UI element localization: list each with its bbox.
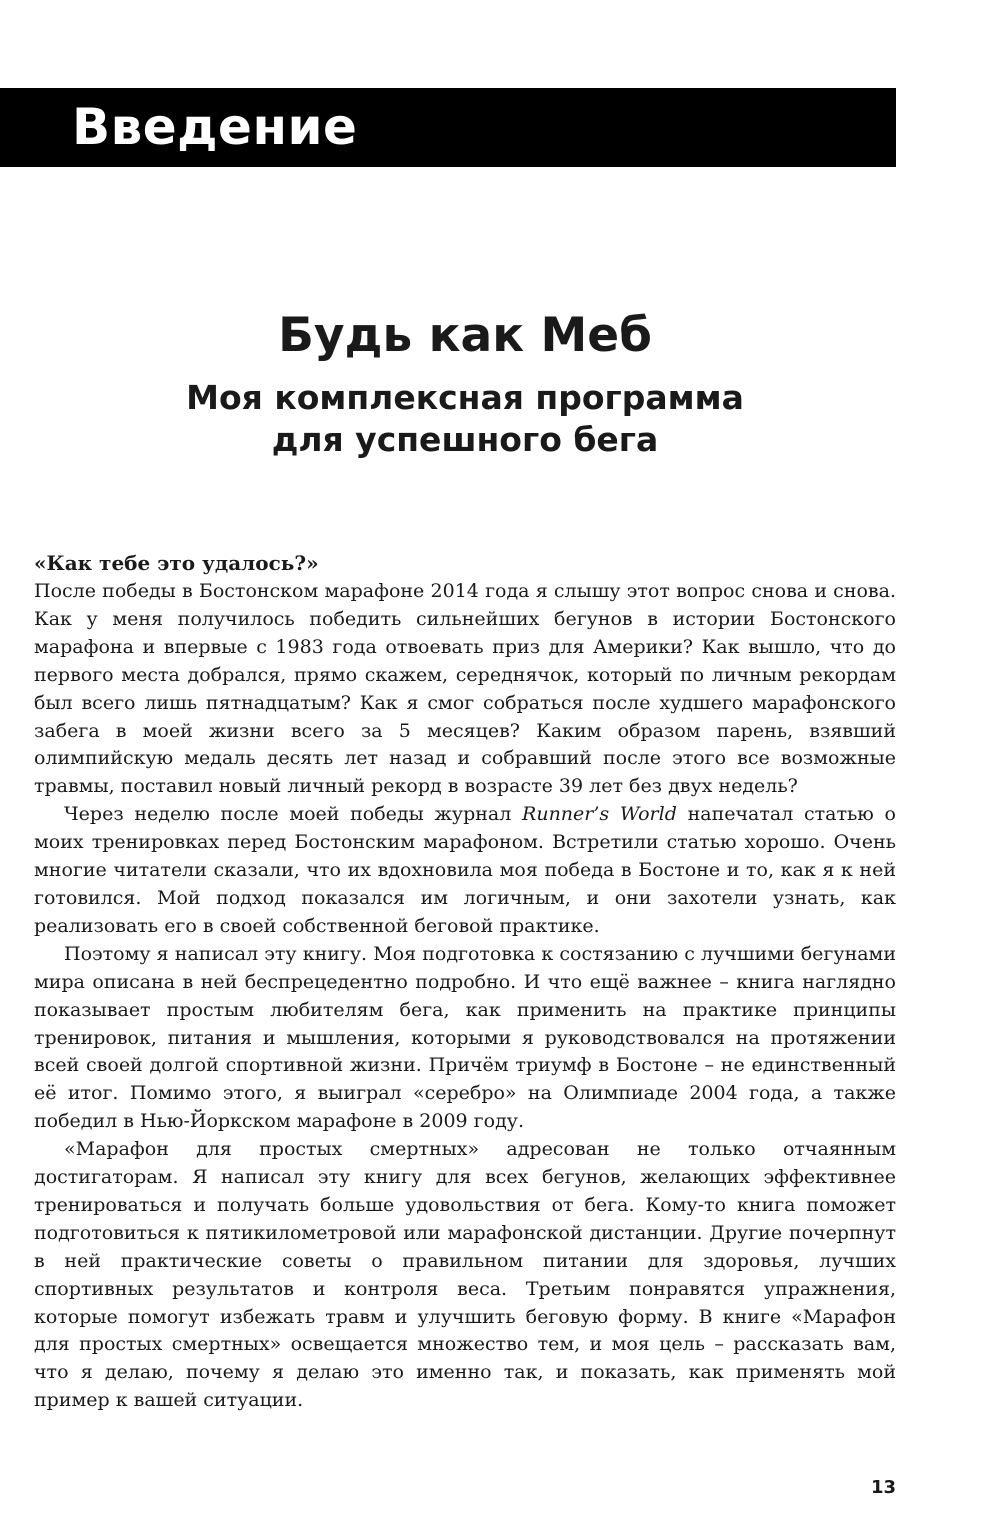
book-title: Будь как Меб (278, 308, 652, 363)
paragraph-3: Поэтому я написал эту книгу. Моя подготовка к состязанию с лучшими бегунами мира описана в ней беспрецедентно подробно. И что ещё важнее – книга наглядно показывает простым любителям бега, как применить на практике принципы тренировок, питания и мышления, которыми я руководствовался на протяжении всей своей долгой спортивной жизни. Причём триумф в Бостоне – не единственный её итог. Помимо этого, я выиграл «серебро» на Олимпиаде 2004 года, а также победил в Нью-Йоркском марафоне в 2009 году. (34, 942, 896, 1133)
magazine-title: Runner’s World (522, 803, 677, 826)
subtitle-line-1: Моя комплексная программа (186, 378, 744, 417)
paragraph-2-end: напечатал статью о моих тренировках перед Бостонским марафоном. Встретили статью хорошо. Очень многие читатели сказали, что их вдохновила моя победа в Бостоне и то, как я к ней готовился. Мой подход показался им логичным, и они захотели узнать, как реализовать его в своей собственной беговой практике. (34, 803, 896, 937)
book-subtitle (0, 377, 930, 461)
paragraph-1: После победы в Бостонском марафоне 2014 года я слышу этот вопрос снова и снова. Как у меня получилось победить сильнейших бегунов в истории Бостонского марафона и впервые с 1983 года отвоевать приз для Америки? Как вышло, что до первого места добрался, прямо скажем, середнячок, который по личным рекордам был всего лишь пятнадцатым? Как я смог собраться после худшего марафонского забега в моей жизни всего за 5 месяцев? Каким образом парень, взявший олимпийскую медаль десять лет назад и собравший после этого все возможные травмы, поставил новый личный рекорд в возрасте 39 лет без двух недель? (34, 580, 896, 798)
article-body (34, 548, 896, 1415)
paragraph-4: «Марафон для простых смертных» адресован не только отчаянным достигаторам. Я написал эту книгу для всех бегунов, желающих эффективнее тренироваться и получать больше удовольствия от бега. Кому-то книга поможет подготовиться к пятикилометровой или марафонской дистанции. Другие почерпнут в ней практические советы о правильном питании для здоровья, лучших спортивных результатов и контроля веса. Третьим понравятся упражнения, которые помогут избежать травм и улучшить беговую форму. В книге «Марафон для простых смертных» освещается множество тем, и моя цель – рассказать вам, что я делаю, почему я делаю это именно так, и показать, как применять мой пример к вашей ситуации. (34, 1138, 896, 1412)
section-heading: «Как тебе это удалось?» (34, 551, 319, 575)
paragraph-2-start: Через неделю после моей победы журнал (64, 803, 523, 826)
subtitle-line-2: для успешного бега (271, 420, 659, 459)
page-number: 13 (870, 1477, 896, 1498)
chapter-title: Введение (72, 98, 358, 156)
paragraph-2 (34, 801, 896, 941)
